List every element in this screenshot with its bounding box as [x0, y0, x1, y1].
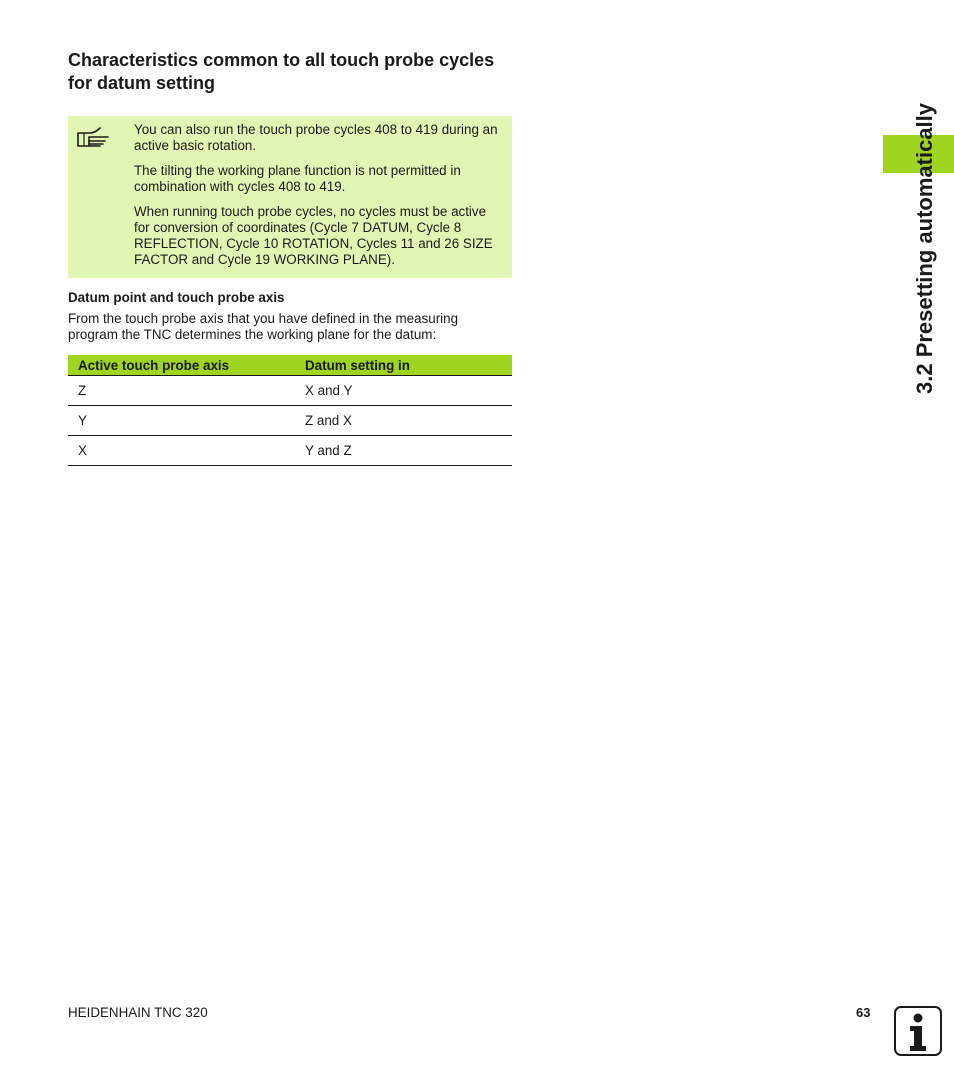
section-title: Characteristics common to all touch probe cycles for datum setting: [68, 50, 495, 93]
table-cell: Z: [68, 376, 295, 406]
info-icon: [893, 1005, 943, 1057]
table-row: [68, 436, 512, 466]
subsection-title: Datum point and touch probe axis: [68, 290, 285, 305]
column-header-probe-axis: Active touch probe axis: [68, 355, 295, 376]
table-cell: Z and X: [295, 406, 512, 436]
footer-manual-name: HEIDENHAIN TNC 320: [68, 1005, 208, 1020]
table-row: [68, 406, 512, 436]
page-number: 63: [856, 1005, 871, 1020]
pointing-hand-icon: [76, 124, 110, 152]
note-paragraph: You can also run the touch probe cycles 408 to 419 during an active basic rotation.: [134, 122, 498, 153]
note-box: [68, 116, 512, 278]
datum-axis-table: [68, 355, 512, 466]
note-text: [134, 122, 504, 277]
table-row: [68, 376, 512, 406]
side-chapter-heading: 3.2 Presetting automatically: [912, 103, 937, 394]
table-cell: Y and Z: [295, 436, 512, 466]
note-paragraph: The tilting the working plane function is not permitted in combination with cycles 408 to 419.: [134, 163, 461, 194]
table-header-row: [68, 355, 512, 376]
intro-text: From the touch probe axis that you have defined in the measuring program the TNC determines the working plane for the datum:: [68, 311, 459, 342]
table-cell: X and Y: [295, 376, 512, 406]
table-cell: X: [68, 436, 295, 466]
note-paragraph: When running touch probe cycles, no cycles must be active for conversion of coordinates (Cycle 7 DATUM, Cycle 8 REFLECTION, Cycle 10 ROTATION, Cycles 11 and 26 SIZE FACTOR and Cycle 19 WORKING PLANE).: [134, 204, 493, 267]
column-header-datum-setting: Datum setting in: [295, 355, 512, 376]
table-cell: Y: [68, 406, 295, 436]
